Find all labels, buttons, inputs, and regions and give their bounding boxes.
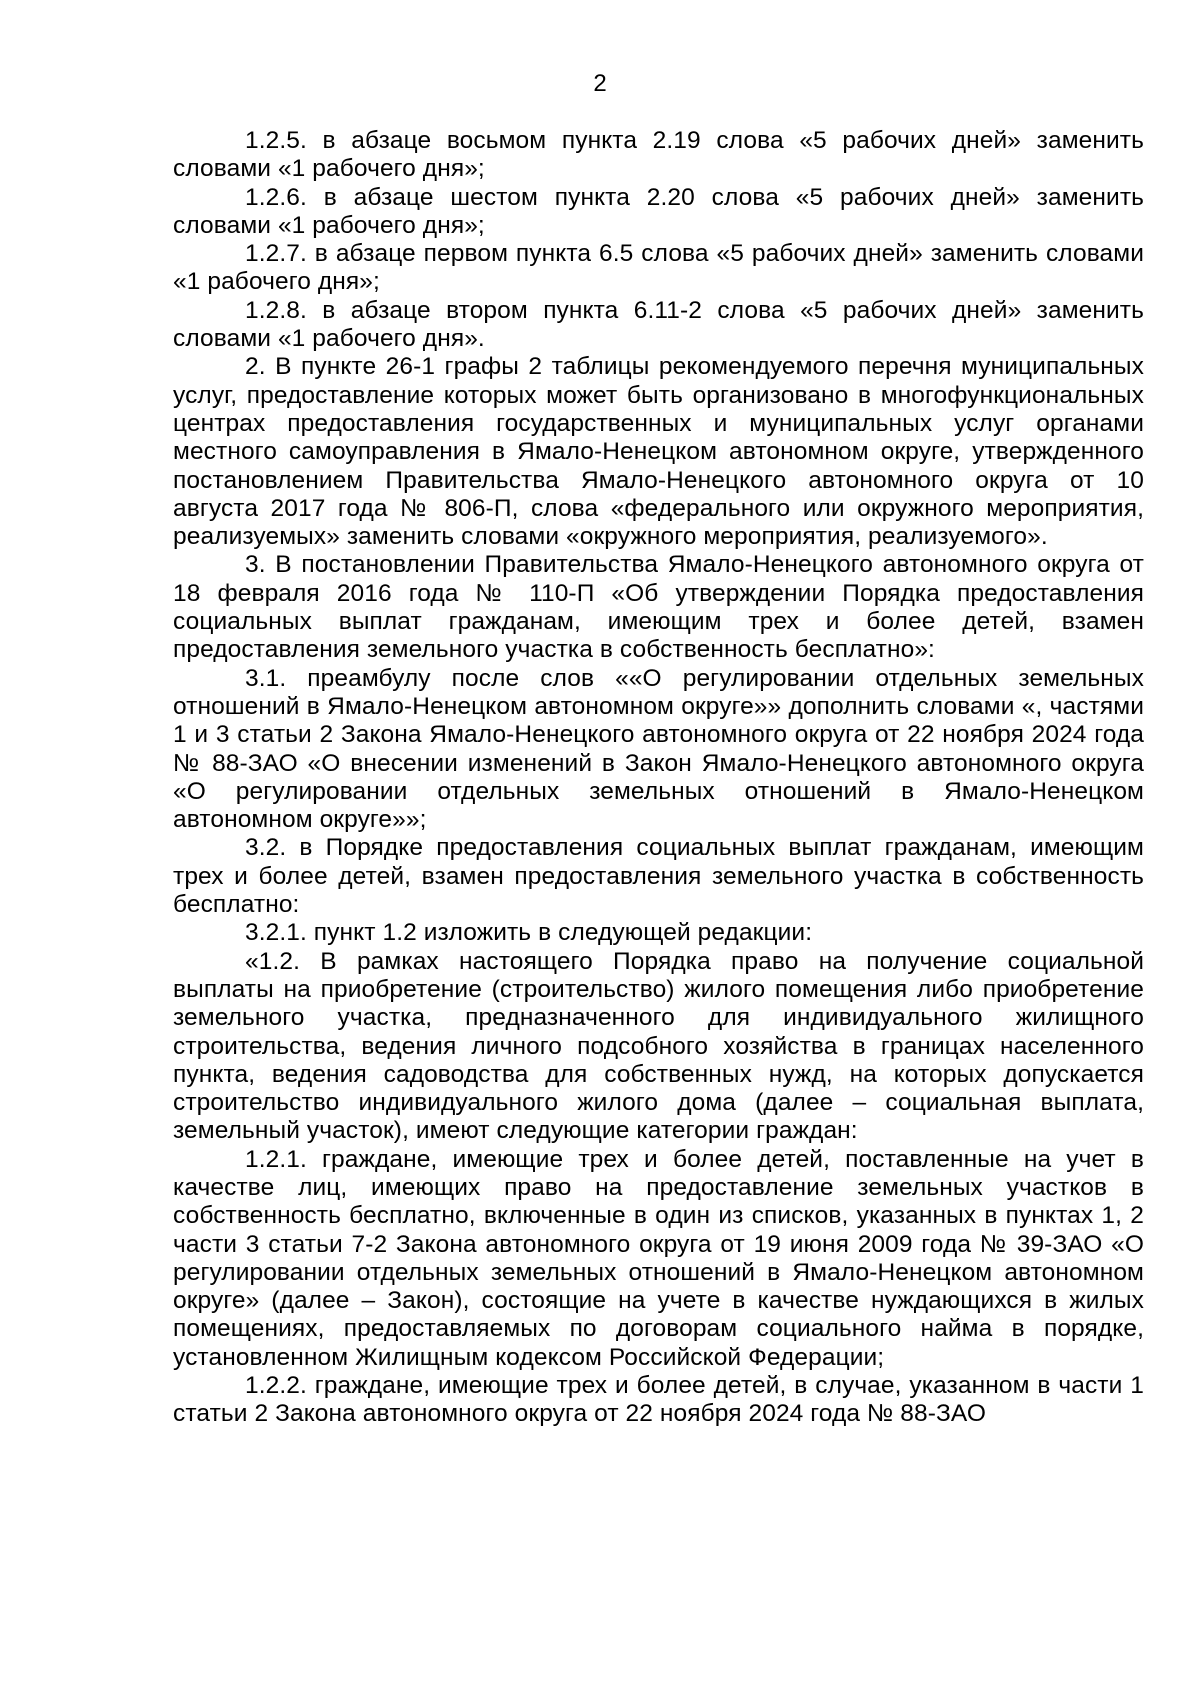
paragraph-3: 3. В постановлении Правительства Ямало-Ненецкого автономного округа от 18 февраля 2016 года № 110-П «Об утверждении Порядка предоставления социальных выплат гражданам, имеющим трех и более детей, взамен предоставления земельного участка в собственность бесплатно»: [173,551,1144,664]
paragraph-3-2-1: 3.2.1. пункт 1.2 изложить в следующей редакции: [245,919,813,947]
paragraph-1-2-quoted: «1.2. В рамках настоящего Порядка право на получение социальной выплаты на приобретение (строительство) жилого помещения либо приобретение земельного участка, предназначенного для индивидуального жилищного строительства, ведения личного подсобного хозяйства в границах населенного пункта, ведения садоводства для собственных нужд, на которых допускается строительство индивидуального жилого дома (далее – социальная выплата, земельный участок), имеют следующие категории граждан: [173,947,1144,1145]
paragraph-1-2-6: 1.2.6. в абзаце шестом пункта 2.20 слова «5 рабочих дней» заменить словами «1 рабочего дня»; [173,183,1144,239]
paragraph-3-2: 3.2. в Порядке предоставления социальных выплат гражданам, имеющим трех и более детей, взамен предоставления земельного участка в собственность бесплатно: [173,834,1144,919]
paragraph-1-2-2: 1.2.2. граждане, имеющие трех и более детей, в случае, указанном в части 1 статьи 2 Закона автономного округа от 22 ноября 2024 года № 88-ЗАО [173,1372,1144,1428]
paragraph-2: 2. В пункте 26-1 графы 2 таблицы рекомендуемого перечня муниципальных услуг, предоставление которых может быть организовано в многофункциональных центрах предоставления государственных и муниципальных услуг органами местного самоуправления в Ямало-Ненецком автономном округе, утвержденного постановлением Правительства Ямало-Ненецкого автономного округа от 10 августа 2017 года № 806-П, слова «федерального или окружного мероприятия, реализуемых» заменить словами «окружного мероприятия, реализуемого». [173,353,1144,551]
paragraph-1-2-7: 1.2.7. в абзаце первом пункта 6.5 слова «5 рабочих дней» заменить словами «1 рабочего дня»; [173,240,1144,296]
paragraph-1-2-1: 1.2.1. граждане, имеющие трех и более детей, поставленные на учет в качестве лиц, имеющих право на предоставление земельных участков в собственность бесплатно, включенные в один из списков, указанных в пунктах 1, 2 части 3 статьи 7-2 Закона автономного округа от 19 июня 2009 года № 39-ЗАО «О регулировании отдельных земельных отношений в Ямало-Ненецком автономном округе» (далее – Закон), состоящие на учете в качестве нуждающихся в жилых помещениях, предоставляемых по договорам социального найма в порядке, установленном Жилищным кодексом Российской Федерации; [173,1145,1144,1371]
document-body [173,127,1144,1429]
paragraph-1-2-8: 1.2.8. в абзаце втором пункта 6.11-2 слова «5 рабочих дней» заменить словами «1 рабочего дня». [173,296,1144,353]
paragraph-1-2-5: 1.2.5. в абзаце восьмом пункта 2.19 слова «5 рабочих дней» заменить словами «1 рабочего дня»; [173,127,1144,183]
page-number: 2 [593,70,607,97]
paragraph-3-1: 3.1. преамбулу после слов ««О регулировании отдельных земельных отношений в Ямало-Ненецком автономном округе»» дополнить словами «, частями 1 и 3 статьи 2 Закона Ямало-Ненецкого автономного округа от 22 ноября 2024 года № 88-ЗАО «О внесении изменений в Закон Ямало-Ненецкого автономного округа «О регулировании отдельных земельных отношений в Ямало-Ненецком автономном округе»»; [173,664,1144,834]
